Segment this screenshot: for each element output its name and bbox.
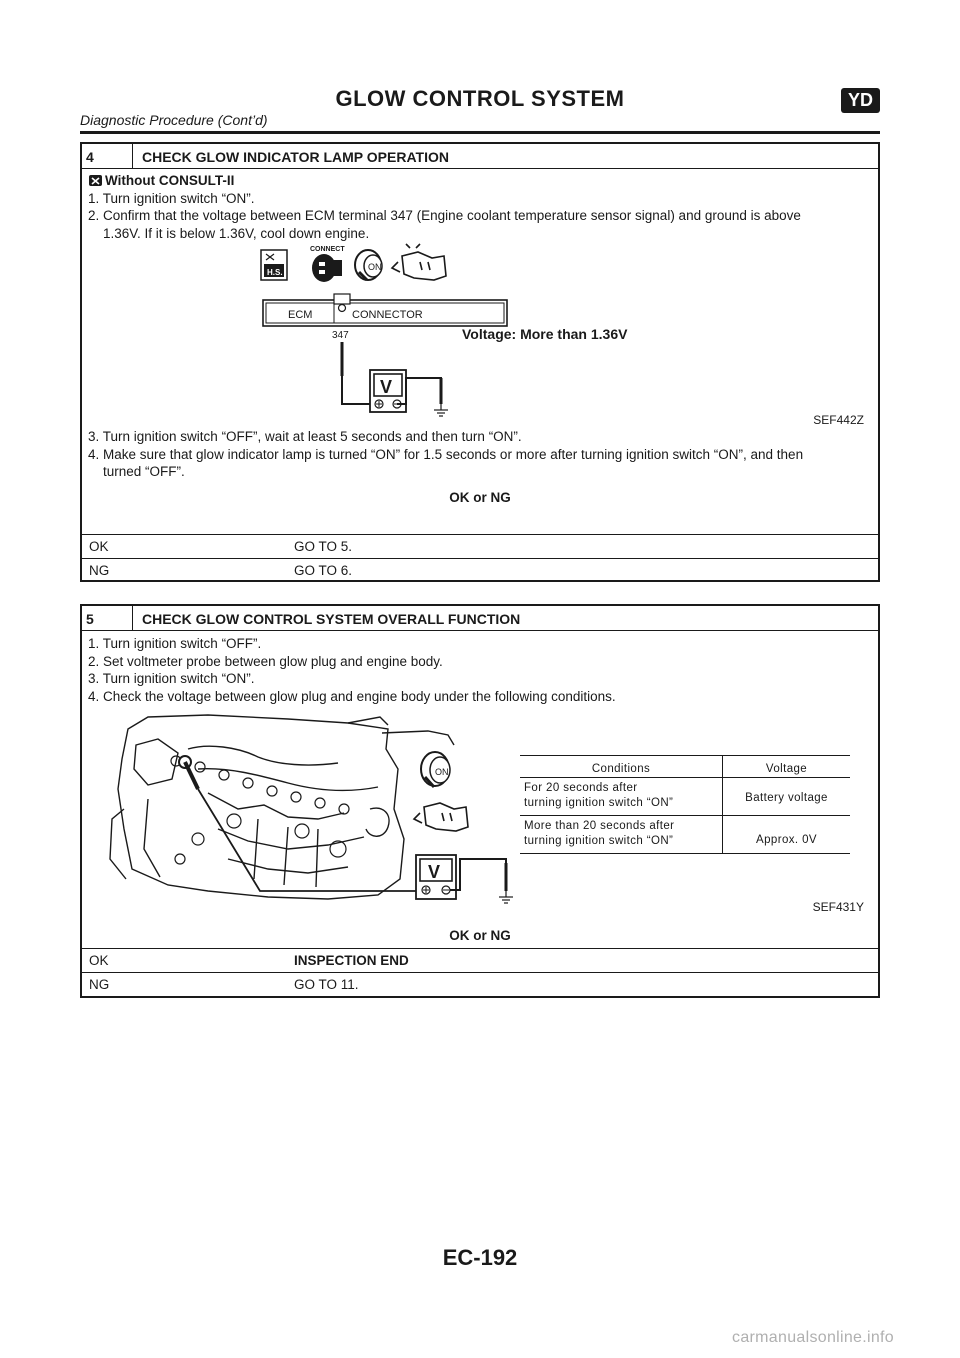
glow-plug-voltage-figure	[88, 709, 872, 917]
step-5-header	[82, 606, 878, 631]
page-number: EC-192	[442, 1245, 518, 1270]
step-4-header	[82, 144, 878, 169]
terminal-label: 347	[332, 330, 349, 341]
on-label: ON	[435, 767, 449, 777]
table-row	[520, 778, 850, 816]
instruction-line: 3. Turn ignition switch “OFF”, wait at least 5 seconds and then turn “ON”.	[88, 429, 522, 444]
step-4-body	[82, 169, 878, 506]
instruction-line: 1. Turn ignition switch “ON”.	[88, 190, 255, 206]
no-consult-icon	[88, 173, 103, 188]
table-cell-condition: More than 20 seconds after	[524, 820, 675, 832]
meter-label: V	[428, 862, 441, 882]
ok-or-ng-label: OK or NG	[449, 928, 511, 943]
step-number: 5	[82, 606, 133, 630]
result-row-ng	[82, 558, 878, 582]
figure-code: SEF442Z	[813, 413, 864, 427]
table-row	[520, 816, 850, 854]
hs-label: H.S.	[267, 268, 283, 277]
connector-label: CONNECTOR	[352, 309, 423, 321]
on-label: ON	[368, 262, 382, 272]
result-action: GO TO 11.	[294, 977, 359, 992]
figure-code: SEF431Y	[812, 900, 864, 914]
instruction-line: 2. Confirm that the voltage between ECM terminal 347 (Engine coolant temperature sensor signal) and ground is above	[88, 208, 801, 223]
page-header	[80, 82, 880, 134]
without-consult-label	[88, 172, 872, 190]
table-cell-voltage: Battery voltage	[745, 792, 828, 804]
result-status: NG	[89, 563, 110, 578]
instruction-line: 3. Turn ignition switch “ON”.	[88, 671, 255, 686]
table-cell-voltage: Approx. 0V	[756, 834, 817, 846]
table-cell-condition: For 20 seconds after	[524, 782, 638, 794]
result-row-ok	[82, 534, 878, 558]
section-code-badge: YD	[841, 88, 880, 113]
result-row-ok	[82, 948, 878, 972]
table-header-cell: Voltage	[765, 763, 808, 775]
engine-block-drawing	[110, 715, 454, 899]
engine-bolt-icons	[171, 756, 349, 864]
voltage-spec: Voltage: More than 1.36V	[462, 326, 628, 342]
table-header	[520, 755, 850, 778]
step-title: CHECK GLOW INDICATOR LAMP OPERATION	[142, 149, 449, 165]
result-status: OK	[89, 953, 109, 968]
conditions-table	[520, 755, 850, 854]
instruction-line: 4. Check the voltage between glow plug and engine body under the following conditions.	[88, 688, 616, 704]
result-status: OK	[89, 539, 109, 554]
connect-icon	[312, 254, 342, 282]
ground-icon	[434, 404, 448, 416]
table-cell-condition: turning ignition switch “ON”	[524, 835, 674, 847]
without-consult-text: Without CONSULT-II	[105, 173, 235, 188]
table-header-cell: Conditions	[520, 756, 723, 777]
step-5-body	[82, 631, 878, 945]
page-subtitle: Diagnostic Procedure (Cont’d)	[80, 112, 268, 128]
meter-label: V	[380, 377, 393, 397]
step-4-box	[80, 142, 880, 582]
ecm-voltage-figure	[88, 242, 872, 428]
table-cell-condition: turning ignition switch “ON”	[524, 797, 674, 809]
step-number: 4	[82, 144, 133, 168]
step-title: CHECK GLOW CONTROL SYSTEM OVERALL FUNCTION	[142, 611, 521, 627]
ground-icon	[499, 891, 513, 903]
instruction-line: turned “OFF”.	[103, 464, 185, 479]
result-action: INSPECTION END	[294, 953, 409, 968]
engine-icon	[392, 244, 446, 280]
result-row-ng	[82, 972, 878, 996]
result-action: GO TO 5.	[294, 539, 353, 554]
result-action: GO TO 6.	[294, 563, 353, 578]
instruction-line: 1. Turn ignition switch “OFF”.	[88, 636, 262, 651]
connect-label: CONNECT	[310, 246, 345, 253]
ok-or-ng-label: OK or NG	[449, 489, 511, 505]
header-divider	[80, 131, 880, 134]
step-5-box	[80, 604, 880, 998]
instruction-line: 2. Set voltmeter probe between glow plug and engine body.	[88, 653, 443, 669]
watermark: carmanualsonline.info	[732, 1329, 894, 1346]
instruction-line: 4. Make sure that glow indicator lamp is turned “ON” for 1.5 seconds or more after turning ignition switch “ON”, and then	[88, 446, 804, 462]
engine-icon	[414, 803, 468, 831]
result-status: NG	[89, 977, 110, 992]
ecm-label: ECM	[288, 309, 313, 321]
page-title: GLOW CONTROL SYSTEM	[335, 86, 625, 111]
instruction-line: 1.36V. If it is below 1.36V, cool down engine.	[103, 225, 370, 241]
